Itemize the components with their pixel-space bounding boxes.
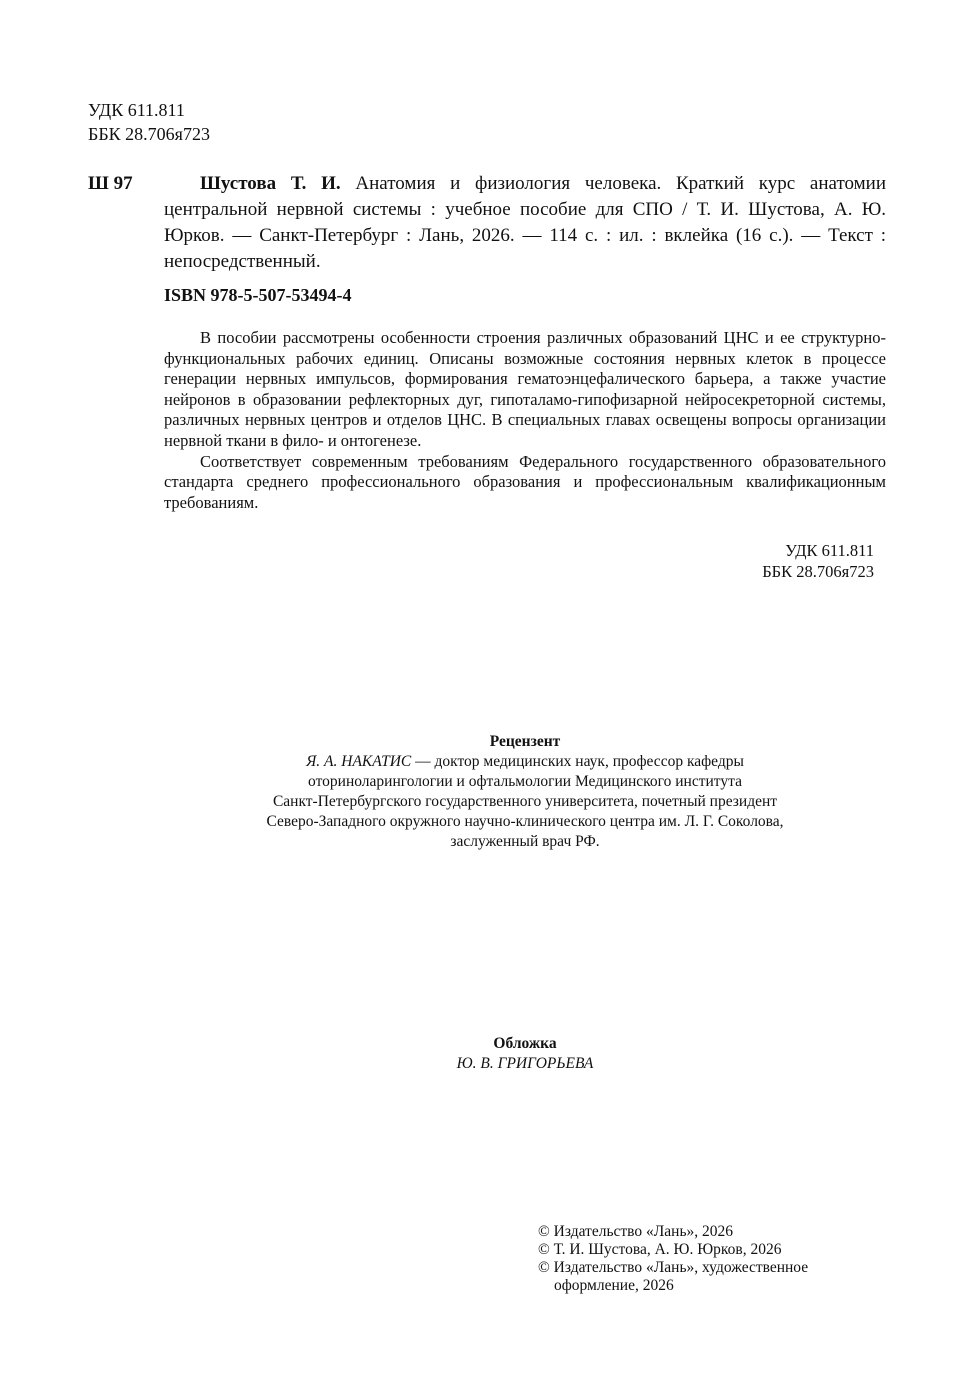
annotation bbox=[164, 328, 886, 513]
classification-codes-bottom bbox=[650, 541, 874, 582]
udk-code: УДК 611.811 bbox=[785, 541, 874, 560]
cover-credit bbox=[164, 1034, 886, 1074]
bibliographic-entry bbox=[164, 171, 886, 275]
copyright-block bbox=[538, 1223, 868, 1295]
annotation-paragraph: Соответствует современным требованиям Федерального государственного образовательного стандарта среднего профессионального образования и профессиональным квалификационным требованиям. bbox=[164, 451, 886, 512]
reviewer-heading: Рецензент bbox=[489, 733, 561, 750]
bbk-code: ББК 28.706я723 bbox=[88, 124, 210, 144]
reviewer-line bbox=[164, 752, 886, 772]
reviewer-name: Я. А. НАКАТИС bbox=[306, 753, 412, 770]
bbk-code: ББК 28.706я723 bbox=[762, 561, 874, 581]
copyright-line: оформление, 2026 bbox=[554, 1277, 674, 1294]
classification-codes-top bbox=[88, 98, 210, 146]
reviewer-line: оториноларингологии и офтальмологии Медицинского института bbox=[308, 773, 742, 790]
copyright-line: © Т. И. Шустова, А. Ю. Юрков, 2026 bbox=[538, 1241, 782, 1258]
cover-heading: Обложка bbox=[493, 1035, 557, 1052]
isbn: ISBN 978-5-507-53494-4 bbox=[164, 285, 352, 305]
reviewer-line: Северо-Западного окружного научно-клинического центра им. Л. Г. Соколова, bbox=[266, 813, 784, 830]
author-cipher: Ш 97 bbox=[88, 173, 133, 194]
udk-code: УДК 611.811 bbox=[88, 100, 185, 120]
reviewer-title: — доктор медицинских наук, профессор кафедры bbox=[411, 753, 744, 770]
cover-designer-name: Ю. В. ГРИГОРЬЕВА bbox=[456, 1055, 594, 1072]
entry-author: Шустова Т. И. bbox=[200, 173, 341, 194]
reviewer-block bbox=[164, 732, 886, 852]
reviewer-line: Санкт-Петербургского государственного университета, почетный президент bbox=[272, 793, 778, 810]
reviewer-line: заслуженный врач РФ. bbox=[450, 833, 600, 850]
copyright-line: © Издательство «Лань», художественное bbox=[538, 1259, 809, 1276]
entry-description: Анатомия и физиология человека. Краткий курс анатомии центральной нервной системы : учебное пособие для СПО / Т. И. Шустова, А. Ю. Юрков. — Санкт-Петербург : Лань, 2026. — 114 с. : ил. : вклейка (16 с.). — Текст : непосредственный. bbox=[164, 173, 886, 272]
copyright-line: © Издательство «Лань», 2026 bbox=[538, 1223, 734, 1240]
annotation-paragraph: В пособии рассмотрены особенности строения различных образований ЦНС и ее структурно-функциональных рабочих единиц. Описаны возможные состояния нервных клеток в процессе генерации нервных импульсов, формирования гематоэнцефалического барьера, а также участие нейронов в образовании рефлекторных дуг, гипоталамо-гипофизарной нейросекреторной системы, различных нервных центров и отделов ЦНС. В специальных главах освещены вопросы организации нервной ткани в фило- и онтогенезе. bbox=[164, 328, 886, 450]
